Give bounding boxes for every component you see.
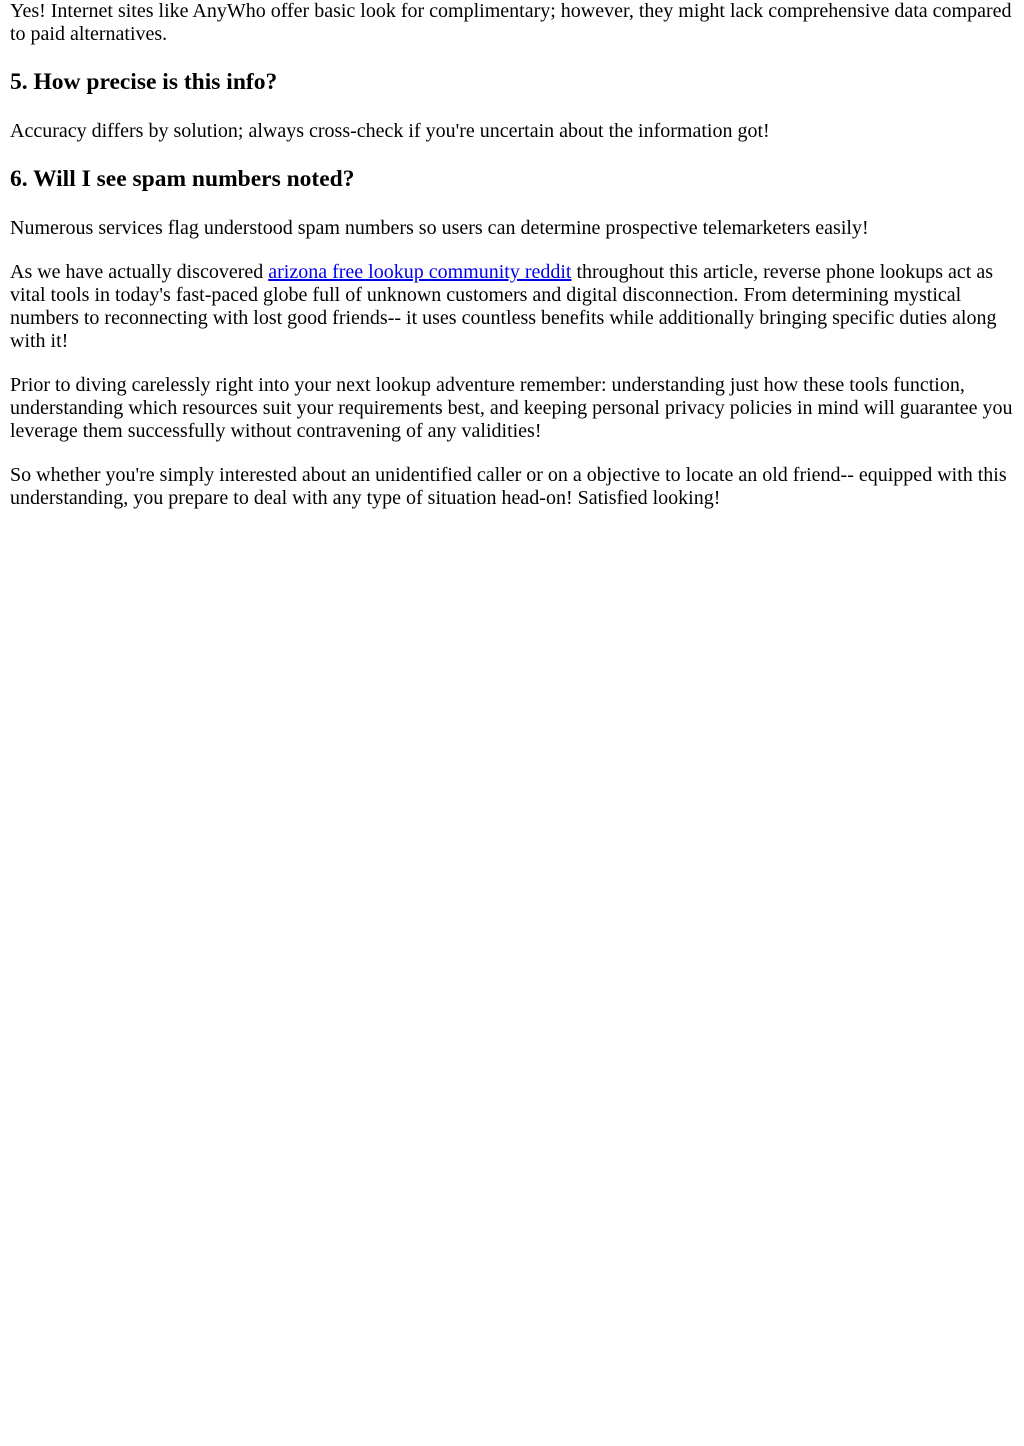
faq-question-5: 5. How precise is this info? (10, 69, 278, 95)
conclusion-text-after-link: throughout this article, reverse phone lookups act as vital tools in today's fast-paced globe full of unknown customers and digital disconnection. From determining mystical numbers to reconnecting with lost good friends-- it uses countless benefits while additionally bringing specific duties along with it! (10, 261, 997, 352)
conclusion-text-before-link: As we have actually discovered (10, 261, 269, 283)
arizona-lookup-reddit-link[interactable]: arizona free lookup community reddit (268, 261, 572, 283)
faq-question-6: 6. Will I see spam numbers noted? (10, 166, 355, 192)
conclusion-paragraph-1 (10, 261, 1014, 353)
conclusion-paragraph-2: Prior to diving carelessly right into your next lookup adventure remember: understanding just how these tools function, understanding which resources suit your requirements best, and keeping personal privacy policies in mind will guarantee you leverage them successfully without contravening of any validities! (10, 374, 1013, 442)
faq-answer-6: Numerous services flag understood spam numbers so users can determine prospective telemarketers easily! (10, 217, 869, 239)
conclusion-paragraph-3: So whether you're simply interested about an unidentified caller or on a objective to locate an old friend-- equipped with this understanding, you prepare to deal with any type of situation head-on! Satisfied looking! (10, 464, 1007, 509)
intro-paragraph: Yes! Internet sites like AnyWho offer basic look for complimentary; however, they might lack comprehensive data compared to paid alternatives. (10, 0, 1012, 45)
article-body (0, 0, 1024, 510)
faq-answer-5: Accuracy differs by solution; always cross-check if you're uncertain about the information got! (10, 120, 770, 142)
